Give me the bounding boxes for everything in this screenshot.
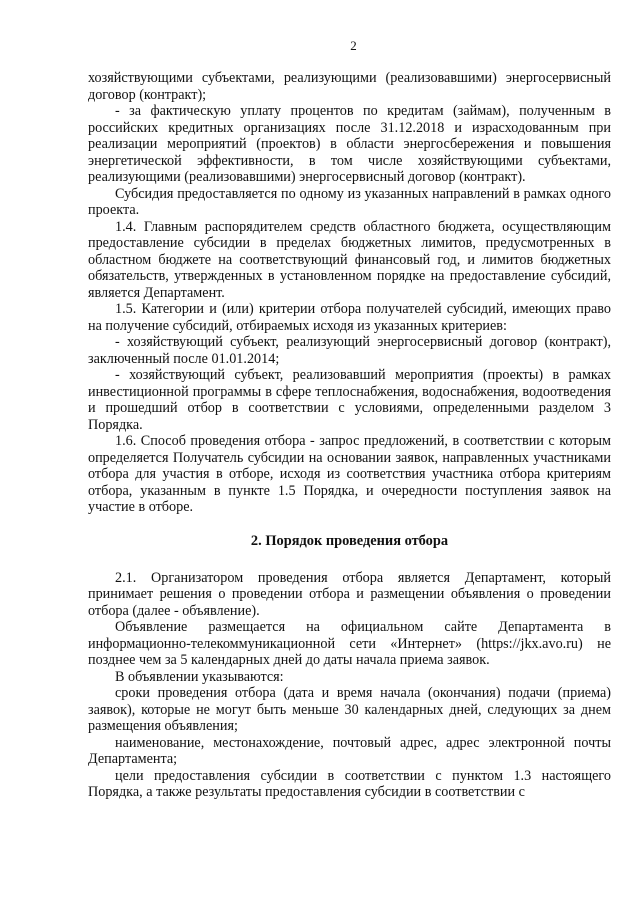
section-heading: 2. Порядок проведения отбора <box>250 532 449 549</box>
paragraph-1-5: 1.5. Категории и (или) критерии отбора получателей субсидий, имеющих право на получение субсидий, отбираемых исходя из указанных критериев: <box>88 301 611 334</box>
paragraph-subsidy-goals: цели предоставления субсидии в соответствии с пунктом 1.3 настоящего Порядка, а также результаты предоставления субсидии в соответствии с <box>88 767 611 800</box>
paragraph-subsidy-direction: Субсидия предоставляется по одному из указанных направлений в рамках одного проекта. <box>88 185 611 218</box>
paragraph-announcement: Объявление размещается на официальном сайте Департамента в информационно-телекоммуникационной сети «Интернет» (https://jkx.avo.ru) не позднее чем за 5 календарных дней до даты начала приема заявок. <box>88 619 611 668</box>
paragraph-announcement-contents: В объявлении указываются: <box>115 668 284 685</box>
paragraph-bullet-interest: - за фактическую уплату процентов по кредитам (займам), полученным в российских кредитных организациях после 31.12.2018 и израсходованным при реализации мероприятий (проектов) в области энергосбережения и повышения энергетической эффективности, в том числе хозяйствующими субъектами, реализующими (реализовавшими) энергосервисный договор (контракт). <box>88 103 611 185</box>
page-number: 2 <box>350 38 357 53</box>
document-body <box>88 70 611 801</box>
paragraph-department-contacts: наименование, местонахождение, почтовый адрес, адрес электронной почты Департамента; <box>88 734 611 767</box>
paragraph-2-1: 2.1. Организатором проведения отбора является Департамент, который принимает решения о проведении отбора и размещении объявления о проведении отбора (далее - объявление). <box>88 569 611 619</box>
paragraph-deadlines: сроки проведения отбора (дата и время начала (окончания) подачи (приема) заявок), которые не могут быть меньше 30 календарных дней, следующих за днем размещения объявления; <box>88 685 611 734</box>
paragraph-criterion-2: - хозяйствующий субъект, реализовавший мероприятия (проекты) в рамках инвестиционной программы в сфере теплоснабжения, водоснабжения, водоотведения и прошедший отбор в соответствии с условиями, определенными разделом 3 Порядка. <box>88 367 611 433</box>
paragraph-continuation: хозяйствующими субъектами, реализующими (реализовавшими) энергосервисный договор (контракт); <box>88 70 611 103</box>
paragraph-1-6: 1.6. Способ проведения отбора - запрос предложений, в соответствии с которым определяется Получатель субсидии на основании заявок, направленных участниками отбора для участия в отборе, исходя из соответствия участника отбора критериям отбора, указанным в пункте 1.5 Порядка, и очередности поступления заявок на участие в отборе. <box>88 433 611 515</box>
paragraph-1-4: 1.4. Главным распорядителем средств областного бюджета, осуществляющим предоставление субсидии в пределах бюджетных лимитов, предусмотренных в областном бюджете на соответствующий финансовый год, и лимитов бюджетных обязательств, утвержденных в установленном порядке на предоставление субсидий, является Департамент. <box>88 218 611 301</box>
paragraph-criterion-1: - хозяйствующий субъект, реализующий энергосервисный договор (контракт), заключенный после 01.01.2014; <box>88 334 611 367</box>
